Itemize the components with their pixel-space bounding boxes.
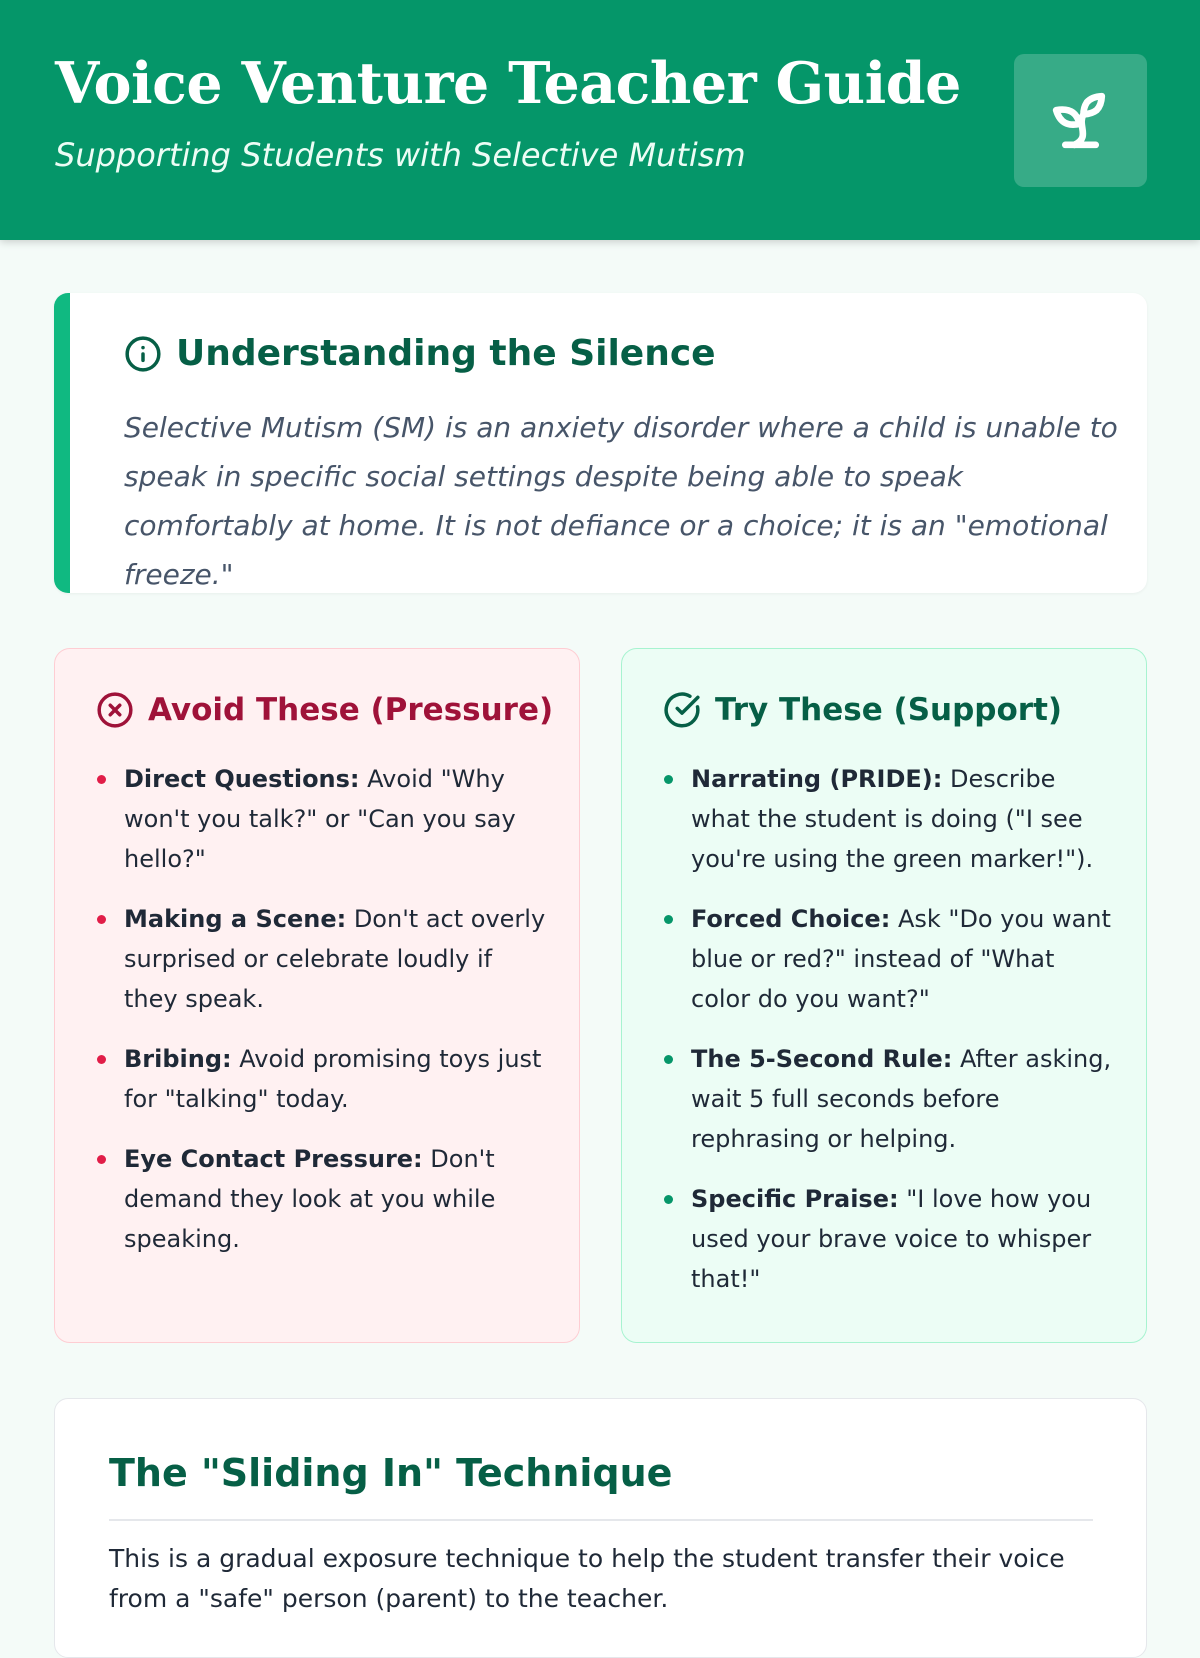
x-circle-icon bbox=[96, 691, 134, 729]
check-circle-icon bbox=[663, 691, 701, 729]
item-text: "I love how you used your brave voice to whisper that!" bbox=[691, 1185, 1092, 1293]
info-icon bbox=[124, 335, 162, 373]
try-heading-row bbox=[663, 691, 1062, 729]
item-term: Direct Questions: bbox=[124, 765, 360, 793]
sliding-in-heading: The "Sliding In" Technique bbox=[109, 1451, 673, 1495]
logo-badge bbox=[1014, 54, 1147, 187]
understanding-body: Selective Mutism (SM) is an anxiety disorder where a child is unable to speak in specific social settings despite being able to speak comfortably at home. It is not defiance or a choice; it is an "emotional freeze." bbox=[124, 411, 1118, 591]
item-term: Eye Contact Pressure: bbox=[124, 1145, 423, 1173]
list-item bbox=[622, 1179, 1146, 1299]
list-item bbox=[622, 759, 1146, 879]
bullet-icon bbox=[97, 1155, 106, 1164]
try-list bbox=[622, 759, 1146, 1319]
divider bbox=[109, 1519, 1093, 1521]
list-item bbox=[55, 1039, 579, 1119]
understanding-heading-row bbox=[124, 333, 716, 374]
understanding-card bbox=[54, 293, 1147, 593]
bullet-icon bbox=[97, 1055, 106, 1064]
bullet-icon bbox=[664, 915, 673, 924]
list-item bbox=[622, 1039, 1146, 1159]
try-heading: Try These (Support) bbox=[715, 692, 1063, 728]
item-term: Forced Choice: bbox=[691, 905, 891, 933]
item-text: Don't act overly surprised or celebrate loudly if they speak. bbox=[124, 905, 546, 1013]
item-term: The 5-Second Rule: bbox=[691, 1045, 953, 1073]
page-subtitle: Supporting Students with Selective Mutism bbox=[55, 136, 746, 174]
item-text: Avoid "Why won't you talk?" or "Can you say hello?" bbox=[124, 765, 516, 873]
bullet-icon bbox=[664, 1195, 673, 1204]
avoid-panel bbox=[54, 648, 580, 1343]
sliding-in-body: This is a gradual exposure technique to help the student transfer their voice from a "safe" person (parent) to the teacher. bbox=[109, 1544, 1065, 1613]
item-term: Making a Scene: bbox=[124, 905, 347, 933]
bullet-icon bbox=[97, 915, 106, 924]
list-item bbox=[55, 1139, 579, 1259]
item-term: Bribing: bbox=[124, 1045, 232, 1073]
page-header bbox=[0, 0, 1200, 240]
bullet-icon bbox=[97, 775, 106, 784]
item-term: Narrating (PRIDE): bbox=[691, 765, 943, 793]
item-term: Specific Praise: bbox=[691, 1185, 899, 1213]
bullet-icon bbox=[664, 1055, 673, 1064]
item-text: Describe what the student is doing ("I see you're using the green marker!"). bbox=[691, 765, 1094, 873]
avoid-heading-row bbox=[96, 691, 553, 729]
page-title: Voice Venture Teacher Guide bbox=[55, 50, 961, 117]
try-panel bbox=[621, 648, 1147, 1343]
list-item bbox=[55, 899, 579, 1019]
item-text: Ask "Do you want blue or red?" instead of "What color do you want?" bbox=[691, 905, 1111, 1013]
sprout-icon bbox=[1044, 84, 1117, 157]
avoid-heading: Avoid These (Pressure) bbox=[148, 692, 554, 728]
item-text: Don't demand they look at you while speaking. bbox=[124, 1145, 496, 1253]
item-text: Avoid promising toys just for "talking" today. bbox=[124, 1045, 542, 1113]
list-item bbox=[622, 899, 1146, 1019]
bullet-icon bbox=[664, 775, 673, 784]
sliding-in-card bbox=[54, 1398, 1147, 1658]
understanding-heading: Understanding the Silence bbox=[176, 333, 716, 374]
list-item bbox=[55, 759, 579, 879]
avoid-list bbox=[55, 759, 579, 1279]
item-text: After asking, wait 5 full seconds before rephrasing or helping. bbox=[691, 1045, 1112, 1153]
